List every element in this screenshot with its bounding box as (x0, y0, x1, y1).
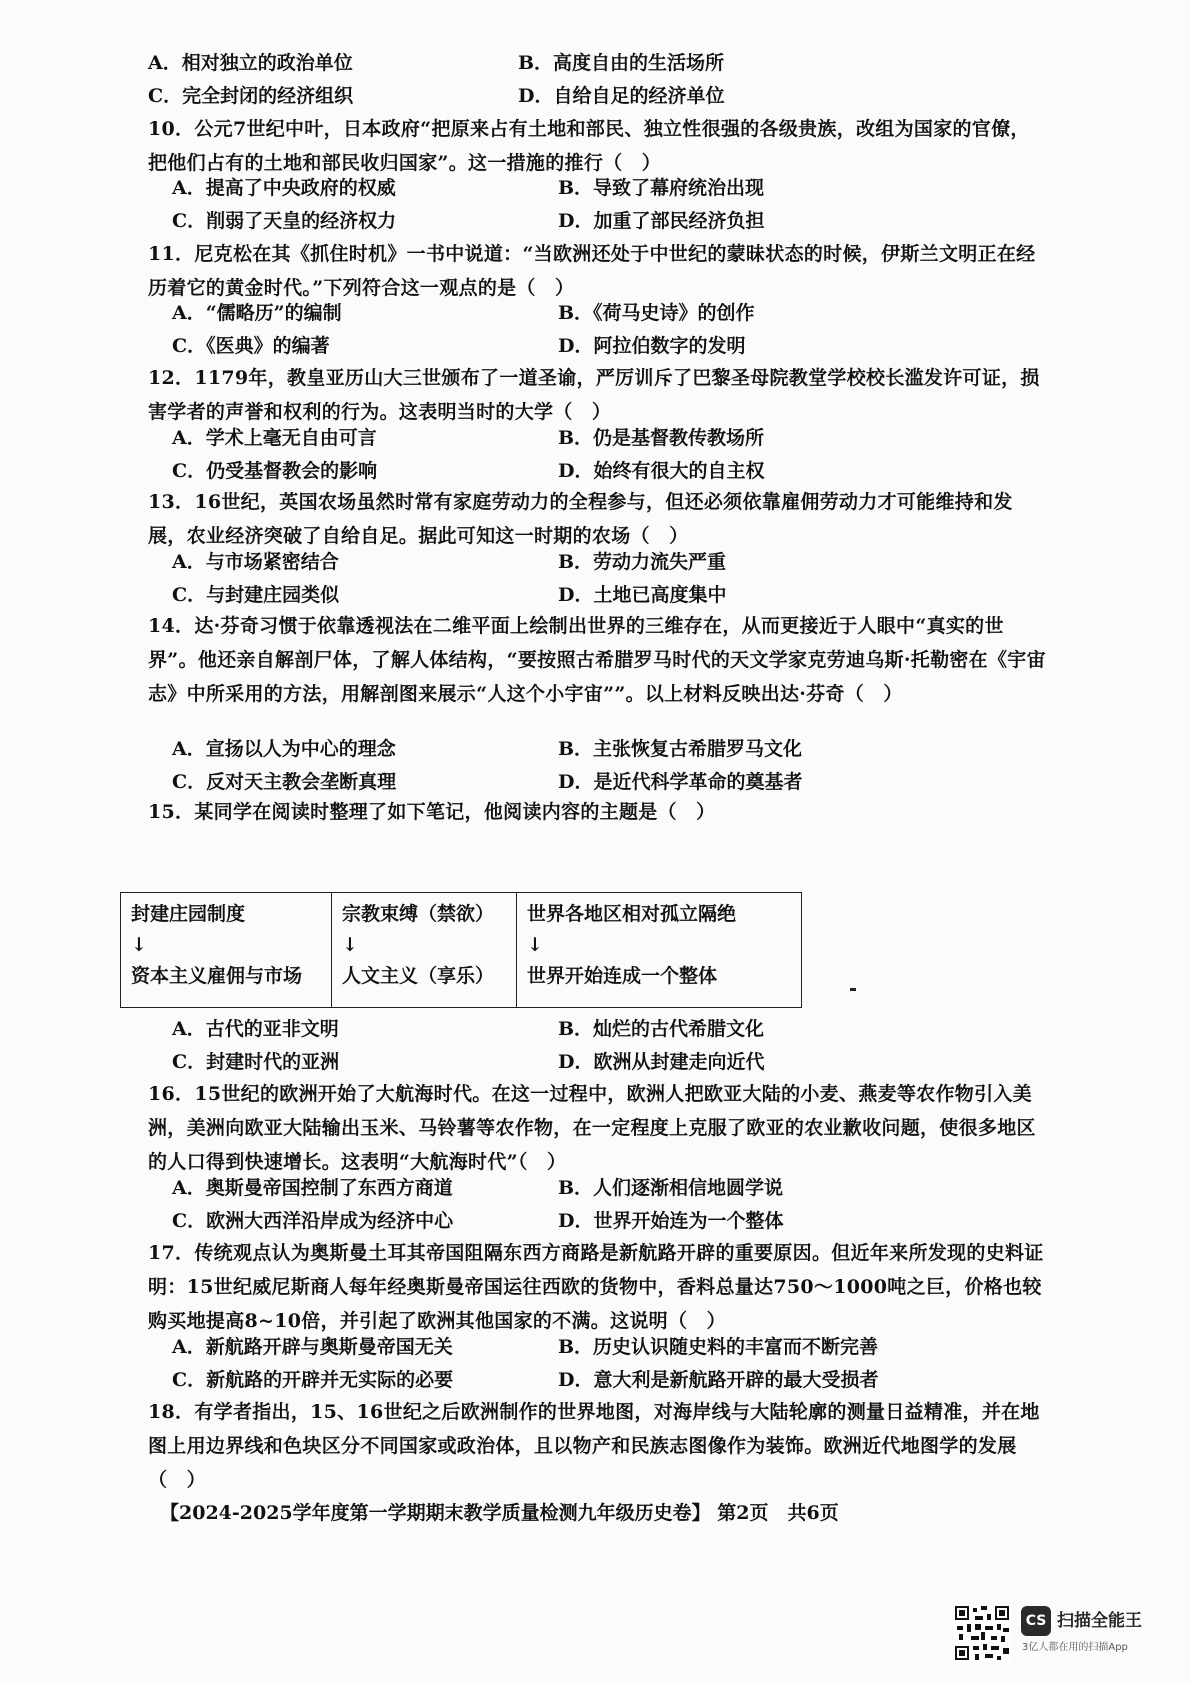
page-footer: 【2024-2025学年度第一学期期末教学质量检测九年级历史卷】 第2页 共6页 (160, 1502, 839, 1524)
option-c: C．与封建庄园类似 (172, 584, 340, 606)
option-c: C．反对天主教会垄断真理 (172, 771, 397, 793)
scan-speck (850, 988, 856, 991)
option-a: A．相对独立的政治单位 (148, 52, 353, 74)
option-a: A．奥斯曼帝国控制了东西方商道 (172, 1177, 453, 1199)
option-c: C．《医典》的编著 (172, 335, 330, 357)
arrow-down-icon: ↓ (527, 934, 543, 956)
notes-column (332, 893, 517, 1008)
notes-after: 资本主义雇佣与市场 (131, 965, 303, 987)
option-c: C．欧洲大西洋沿岸成为经济中心 (172, 1210, 454, 1232)
question-options (172, 1331, 1052, 1397)
option-d: D．世界开始连为一个整体 (558, 1210, 784, 1232)
option-b: B．高度自由的生活场所 (518, 52, 725, 74)
question-options (172, 546, 1052, 612)
option-a: A．新航路开辟与奥斯曼帝国无关 (172, 1336, 453, 1358)
option-c: C．封建时代的亚洲 (172, 1051, 340, 1073)
question-stem: 13．16世纪，英国农场虽然时常有家庭劳动力的全程参与，但还必须依靠雇佣劳动力才可能维持和发展，农业经济突破了自给自足。据此可知这一时期的农场（ ） (148, 491, 1013, 547)
scanner-app-name: 扫描全能王 (1057, 1611, 1142, 1631)
question-stem: 12．1179年，教皇亚历山大三世颁布了一道圣谕，严厉训斥了巴黎圣母院教堂学校校长滥发许可证，损害学者的声誉和权利的行为。这表明当时的大学（ ） (148, 367, 1040, 423)
option-b: B．历史认识随史料的丰富而不断完善 (558, 1336, 879, 1358)
option-c: C．仍受基督教会的影响 (172, 460, 378, 482)
q9-options (148, 47, 1028, 113)
question-options (172, 422, 1052, 488)
question-stem: 15．某同学在阅读时整理了如下笔记，他阅读内容的主题是（ ） (148, 801, 716, 823)
option-c: C．新航路的开辟并无实际的必要 (172, 1369, 454, 1391)
qr-code-icon (953, 1604, 1011, 1662)
option-d: D．土地已高度集中 (558, 584, 727, 606)
option-c: C．完全封闭的经济组织 (148, 85, 354, 107)
notes-before: 宗教束缚（禁欲） (342, 903, 495, 925)
option-d: D．欧洲从封建走向近代 (558, 1051, 765, 1073)
question-options (172, 172, 1052, 238)
option-b: B．仍是基督教传教场所 (558, 427, 765, 449)
notes-table (120, 892, 802, 1008)
option-a: A．与市场紧密结合 (172, 551, 339, 573)
notes-column (517, 893, 802, 1008)
notes-before: 封建庄园制度 (131, 903, 246, 925)
option-a: A．宣扬以人为中心的理念 (172, 738, 396, 760)
question-stem: 17．传统观点认为奥斯曼土耳其帝国阻隔东西方商路是新航路开辟的重要原因。但近年来所发现的史料证明：15世纪威尼斯商人每年经奥斯曼帝国运往西欧的货物中，香料总量达750～1000吨之巨，价格也较购买地提高8~10倍，并引起了欧洲其他国家的不满。这说明（ ） (148, 1242, 1044, 1332)
option-d: D．自给自足的经济单位 (518, 85, 725, 107)
option-d: D．是近代科学革命的奠基者 (558, 771, 803, 793)
option-d: D．阿拉伯数字的发明 (558, 335, 746, 357)
notes-after: 人文主义（享乐） (342, 965, 495, 987)
notes-after: 世界开始连成一个整体 (527, 965, 718, 987)
option-a: A．古代的亚非文明 (172, 1018, 339, 1040)
option-c: C．削弱了天皇的经济权力 (172, 210, 397, 232)
option-a: A．“儒略历”的编制 (172, 302, 342, 324)
arrow-down-icon: ↓ (131, 934, 147, 956)
notes-column (121, 893, 332, 1008)
question-options (172, 733, 1052, 799)
camscanner-logo-icon: CS (1021, 1606, 1051, 1636)
option-b: B．《荷马史诗》的创作 (558, 302, 755, 324)
option-b: B．劳动力流失严重 (558, 551, 727, 573)
option-b: B．导致了幕府统治出现 (558, 177, 765, 199)
question-options (172, 1172, 1052, 1238)
question-stem: 16．15世纪的欧洲开始了大航海时代。在这一过程中，欧洲人把欧亚大陆的小麦、燕麦等农作物引入美洲，美洲向欧亚大陆输出玉米、马铃薯等农作物，在一定程度上克服了欧亚的农业歉收问题，使很多地区的人口得到快速增长。这表明“大航海时代”（ ） (148, 1083, 1036, 1173)
option-d: D．加重了部民经济负担 (558, 210, 765, 232)
question-stem: 18．有学者指出，15、16世纪之后欧洲制作的世界地图，对海岸线与大陆轮廓的测量日益精准，并在地图上用边界线和色块区分不同国家或政治体，且以物产和民族志图像作为装饰。欧洲近代地图学的发展（ ） (148, 1401, 1040, 1491)
scanner-tagline: 3亿人都在用的扫描App (1022, 1642, 1128, 1653)
question-options (172, 297, 1052, 363)
question-options (172, 1013, 1052, 1079)
question-stem: 11．尼克松在其《抓住时机》一书中说道：“当欧洲还处于中世纪的蒙昧状态的时候，伊斯兰文明正在经历着它的黄金时代。”下列符合这一观点的是（ ） (148, 243, 1036, 299)
arrow-down-icon: ↓ (342, 934, 358, 956)
option-a: A．学术上毫无自由可言 (172, 427, 377, 449)
option-d: D．始终有很大的自主权 (558, 460, 765, 482)
question-stem: 10．公元7世纪中叶，日本政府“把原来占有土地和部民、独立性很强的各级贵族，改组为国家的官僚，把他们占有的土地和部民收归国家”。这一措施的推行（ ） (148, 118, 1030, 174)
option-a: A．提高了中央政府的权威 (172, 177, 396, 199)
option-b: B．灿烂的古代希腊文化 (558, 1018, 765, 1040)
option-b: B．人们逐渐相信地圆学说 (558, 1177, 784, 1199)
option-d: D．意大利是新航路开辟的最大受损者 (558, 1369, 879, 1391)
question-stem: 14．达·芬奇习惯于依靠透视法在二维平面上绘制出世界的三维存在，从而更接近于人眼中“真实的世界”。他还亲自解剖尸体，了解人体结构，“要按照古希腊罗马时代的天文学家克劳迪乌斯·托勒密在《宇宙志》中所采用的方法，用解剖图来展示“人这个小宇宙””。以上材料反映出达·芬奇（ ） (148, 615, 1046, 705)
option-b: B．主张恢复古希腊罗马文化 (558, 738, 803, 760)
notes-before: 世界各地区相对孤立隔绝 (527, 903, 737, 925)
